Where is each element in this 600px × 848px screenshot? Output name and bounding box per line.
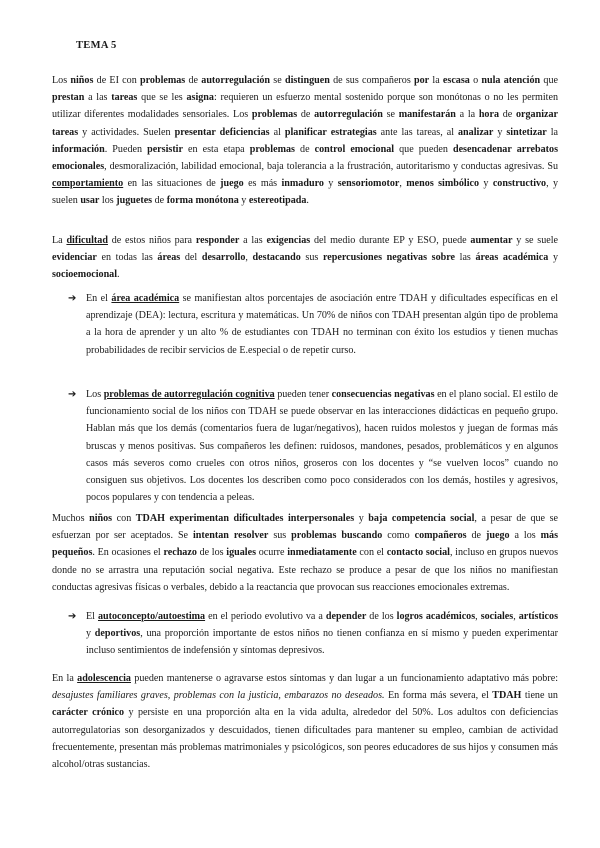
bold-term: responder [195, 235, 240, 246]
bold-term: áreas académica [475, 252, 549, 264]
paragraph-difficulty [52, 232, 558, 284]
text-run: las [455, 252, 476, 264]
text-run: a la [455, 109, 479, 121]
bold-term: menos simbólico [406, 178, 480, 190]
text-run: del [180, 252, 202, 264]
bold-term: compañeros [414, 530, 467, 542]
text-run: Los [86, 389, 104, 400]
bullet-text [86, 386, 558, 506]
text-run: y [548, 252, 559, 264]
text-run: , [513, 611, 519, 622]
bold-term: problemas buscando [291, 530, 383, 542]
bold-term: sociales [480, 611, 514, 622]
bold-term: hora [478, 109, 499, 121]
text-run: a las [84, 92, 112, 104]
bold-term: TDAH experimentan dificultades interpersonales [135, 513, 355, 524]
text-run: y [354, 513, 369, 524]
underlined-term: comportamiento [52, 178, 124, 190]
text-run: Los [52, 75, 71, 86]
bold-term: más pequeños [52, 530, 559, 559]
paragraph-intro [52, 72, 558, 210]
text-run: , [475, 611, 481, 622]
text-run: de los [366, 611, 397, 622]
text-run: de [499, 109, 516, 121]
text-run: , [245, 252, 253, 264]
text-run: en el plano social. El estilo de funcionamiento social de los niños con TDAH se puede observar en las interacciones didácticas en pequeño grupo. Hablan más que los demás (comentarios fuera de lugar/negativos), hacen ruidos molestos y juegan de formas más bruscas y menos positivas. Sus compañeros les definen: ruidosos, mandones, pesados, problemáticos y en algunos casos más severos como crueles con otros niños, groseros con los docentes y “se vuelven locos” cuando no consiguen sus objetivos. Los docentes los describen como poco considerados con los demás, hostiles y agresivos, pocos populares y con tendencia a peleas. [86, 389, 558, 504]
text-run: , y suelen [52, 178, 559, 207]
bold-term: manifestarán [398, 109, 456, 121]
text-run: y [493, 126, 507, 138]
text-run: se [382, 109, 399, 121]
text-run: se manifiestan altos porcentajes de asociación entre TDAH y dificultades específicas en el aprendizaje (DEA): lectura, escritura y matemáticas. Un 70% de niños con TDAH presentan algún tipo de problema a la hora de aprender y un alto % de estudiantes con TDAH no terminan con éxito los estudios y tienen muchas probabilidades de recibir servicios de E.especial o de repetir curso. [86, 293, 559, 356]
text-run: pueden mantenerse o agravarse estos síntomas y dan lugar a un funcionamiento adaptativo más pobre: [130, 673, 558, 684]
bold-term: rechazo [163, 547, 197, 559]
bold-term: exigencias [266, 235, 311, 246]
text-run: la [429, 75, 443, 86]
bold-term: contacto social [386, 547, 450, 559]
text-run: se [270, 75, 285, 86]
paragraph-interpersonal [52, 510, 558, 596]
bold-term: deportivos [94, 628, 141, 640]
text-run: y persiste en una proporción alta en la vida adulta, alrededor del 50%. Los adultos con deficiencias autorregulatorias son desorganizados y descuidados, tienen dificultades para mantener su empleo, cambian de actividad frecuentemente, presentan más problemas matrimoniales y psicológicos, son peores educadores de sus hijos y consumen más alcohol/otras sustancias. [52, 707, 558, 771]
text-run: ocurre [256, 547, 288, 559]
text-run: de [185, 75, 202, 86]
text-run: , desmoralización, labilidad emocional, baja tolerancia a la frustración, autoritarismo y conductas agresivas. Su [104, 161, 558, 173]
bold-term: artísticos [518, 611, 558, 622]
text-run: En la [52, 673, 78, 684]
text-run: En el [86, 293, 112, 304]
text-run: a los [509, 530, 541, 542]
bold-term: logros académicos [396, 611, 476, 622]
bold-term: autorregulación [201, 75, 271, 86]
bold-term: constructivo [492, 178, 547, 190]
text-run: y se suele [512, 235, 559, 246]
text-run: de estos niños para [107, 235, 196, 246]
bold-term: juego [485, 530, 510, 542]
arrow-right-icon: ➔ [68, 611, 77, 622]
bold-term: inmaduro [281, 178, 324, 190]
bold-term: control emocional [314, 143, 395, 155]
text-run: y actividades. Suelen [78, 126, 175, 138]
text-run: , incluso en grupos nuevos donde no se arrastra una reputación social negativa. Este rechazo se produce a pesar de que los niños no manifiestan conductas agresivas físicas o verbales, debido a la reactancia que provocan sus reacciones emocionales extremas. [52, 547, 558, 593]
bold-term: forma monótona [166, 195, 239, 207]
bold-term: inmediatamente [287, 547, 357, 559]
bold-term: nula atención [481, 75, 541, 86]
text-run: pueden tener [274, 389, 332, 400]
text-run: que pueden [394, 143, 453, 155]
bold-term: consecuencias negativas [331, 389, 435, 400]
underlined-term: dificultad [66, 235, 108, 246]
text-run: la [546, 126, 559, 138]
bold-term: por [414, 75, 430, 86]
underlined-term: problemas de autorregulación cognitiva [103, 389, 275, 400]
bold-term: presentar deficiencias [174, 126, 270, 138]
bold-term: sensoriomotor [337, 178, 400, 190]
text-run: ante las tareas, al [376, 126, 458, 138]
bold-term: TDAH [492, 690, 522, 702]
bold-term: desarrollo [201, 252, 246, 264]
text-run: sus [300, 252, 323, 264]
bold-term: socioemocional [52, 269, 118, 281]
text-run: de [152, 195, 167, 207]
text-run: y [86, 628, 95, 640]
bold-term: analizar [458, 126, 494, 138]
bold-term: información [52, 143, 105, 155]
arrow-right-icon: ➔ [68, 389, 77, 400]
bold-term: depender [325, 611, 367, 622]
text-run: a las [239, 235, 267, 246]
bold-term: carácter crónico [52, 707, 125, 719]
text-run: los [99, 195, 117, 207]
italic-text: desajustes familiares graves, problemas con la justicia, embarazos no deseados. [52, 690, 385, 702]
text-run: de sus compañeros [329, 75, 415, 86]
text-run: que se les [137, 92, 187, 104]
text-run: al [269, 126, 285, 138]
text-run: que [540, 75, 558, 86]
underlined-term: área académica [111, 293, 180, 304]
text-run: y [479, 178, 493, 190]
bold-term: aumentar [470, 235, 513, 246]
bold-term: sintetizar [506, 126, 547, 138]
text-run: : requieren un esfuerzo mental sostenido porque son monótonas o no les permiten utilizar diferentes modalidades sensoriales. Los [52, 92, 558, 121]
paragraph-adolescence [52, 670, 558, 773]
underlined-term: autoconcepto/autoestima [97, 611, 206, 622]
text-run: es más [243, 178, 282, 190]
text-run: o [469, 75, 482, 86]
text-run: con [112, 513, 136, 524]
bold-term: asigna [186, 92, 214, 104]
text-run: en el periodo evolutivo va a [205, 611, 326, 622]
bold-term: organizar tareas [52, 109, 558, 138]
bold-term: autorregulación [314, 109, 383, 121]
text-run: tiene un [521, 690, 558, 702]
arrow-right-icon: ➔ [68, 293, 77, 304]
text-run: En forma más severa, el [384, 690, 493, 702]
text-run: Muchos [52, 513, 90, 524]
bold-term: prestan [52, 92, 85, 104]
text-run: , una proporción importante de estos niños no tienen confianza en sí mismo y pueden experimentar incluso sentimientos de indefensión y síntomas depresivos. [86, 628, 558, 657]
text-run: La [52, 235, 67, 246]
text-run: en esta etapa [182, 143, 250, 155]
bullet-text [86, 608, 558, 660]
bold-term: usar [80, 195, 100, 207]
bold-term: persistir [147, 143, 183, 155]
bold-term: juego [220, 178, 244, 190]
text-run: . [306, 195, 309, 207]
text-run: de los [196, 547, 227, 559]
text-run: sus [268, 530, 292, 542]
bold-term: escasa [442, 75, 470, 86]
bold-term: evidenciar [52, 252, 97, 264]
text-run: , [399, 178, 407, 190]
text-run: con el [356, 547, 387, 559]
text-run: . En ocasiones el [92, 547, 164, 559]
bold-term: niños [89, 513, 113, 524]
bold-term: áreas [157, 252, 181, 264]
text-run: de [294, 143, 315, 155]
bold-term: intentan resolver [192, 530, 269, 542]
bold-term: tareas [111, 92, 138, 104]
text-run: . [117, 269, 120, 281]
text-run: en las situaciones de [123, 178, 221, 190]
bold-term: desencadenar arrebatos emocionales [52, 143, 559, 173]
text-run: como [382, 530, 415, 542]
bold-term: distinguen [284, 75, 330, 86]
bold-term: repercusiones negativas sobre [322, 252, 456, 264]
bold-term: planificar estrategias [284, 126, 377, 138]
text-run: y [323, 178, 338, 190]
bold-term: baja competencia social [368, 513, 475, 524]
bold-term: problemas [140, 75, 186, 86]
text-run: de [466, 530, 486, 542]
underlined-term: adolescencia [77, 673, 131, 684]
text-run: y [238, 195, 249, 207]
bold-term: juguetes [116, 195, 153, 207]
bold-term: problemas [251, 109, 298, 121]
text-run: , a pesar de que se esfuerzan por ser aceptados. Se [52, 513, 558, 542]
bold-term: destacando [252, 252, 301, 264]
bold-term: estereotipada [248, 195, 307, 207]
text-run: de [297, 109, 315, 121]
page-title: TEMA 5 [76, 40, 117, 51]
text-run: en todas las [96, 252, 158, 264]
text-run: de EI con [93, 75, 140, 86]
bold-term: problemas [249, 143, 295, 155]
bold-term: niños [70, 75, 94, 86]
bullet-text [86, 290, 558, 359]
text-run: del medio durante EP y ESO, puede [310, 235, 471, 246]
bold-term: iguales [226, 547, 257, 559]
text-run: El [86, 611, 98, 622]
text-run: . Pueden [104, 143, 148, 155]
